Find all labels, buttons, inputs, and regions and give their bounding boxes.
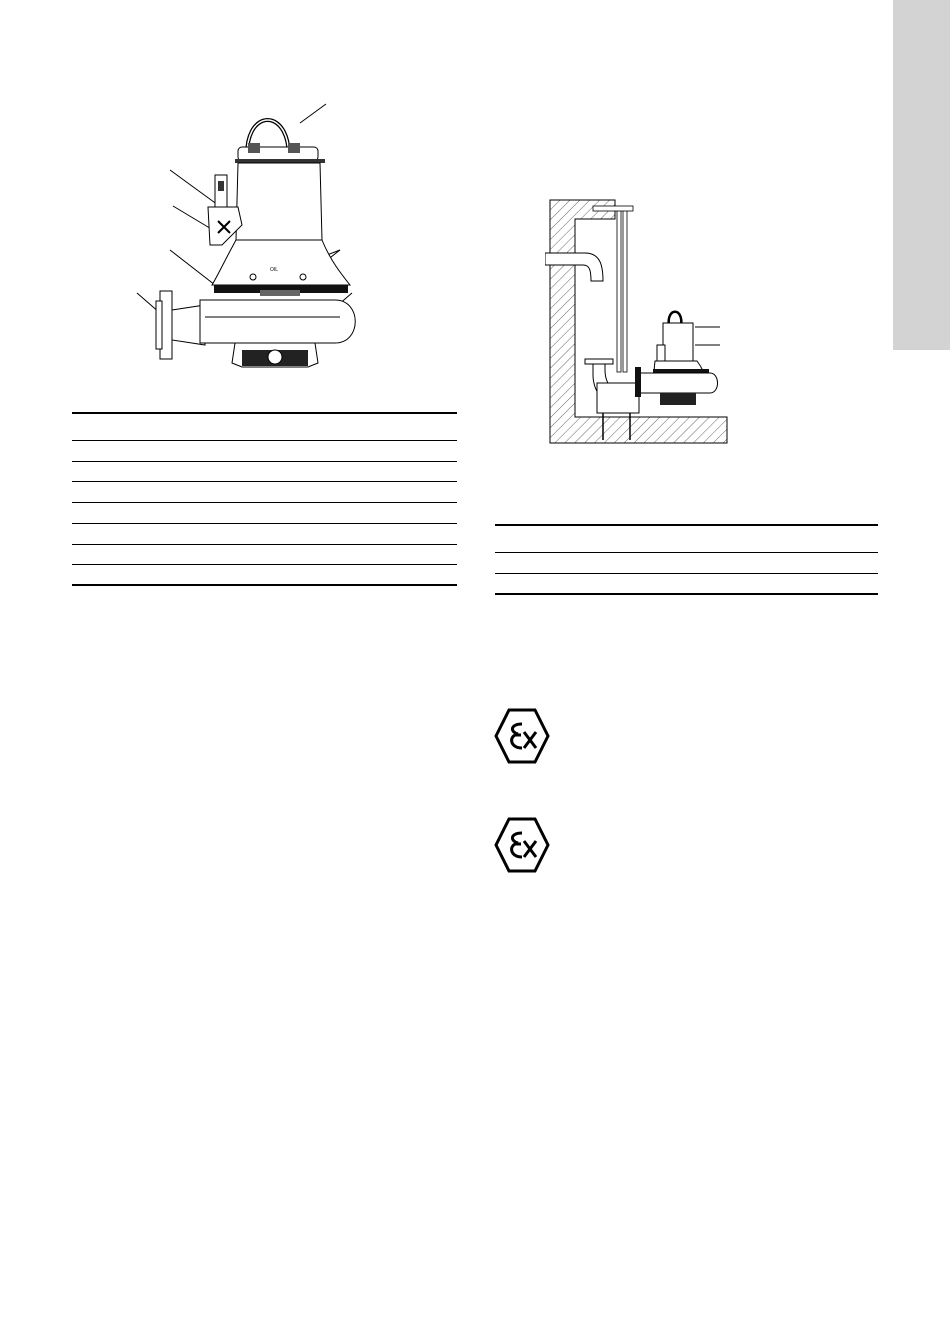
table-rule-top <box>72 412 457 414</box>
table-rule-top <box>495 524 878 526</box>
pump-illustration <box>130 95 370 380</box>
table-rule <box>72 461 457 462</box>
ex-hexagon-icon <box>494 708 550 764</box>
table-rule-bottom <box>72 584 457 586</box>
language-side-tab <box>893 0 950 350</box>
table-rule <box>72 440 457 441</box>
table-rule <box>72 544 457 545</box>
table-rule <box>72 564 457 565</box>
installation-diagram <box>545 195 730 445</box>
table-rule <box>72 502 457 503</box>
table-rule <box>495 552 878 553</box>
table-rule <box>495 573 878 574</box>
table-rule <box>72 523 457 524</box>
table-rule-bottom <box>495 593 878 595</box>
oil-label: OIL <box>270 267 279 273</box>
ex-hexagon-icon <box>494 817 550 873</box>
table-rule <box>72 481 457 482</box>
